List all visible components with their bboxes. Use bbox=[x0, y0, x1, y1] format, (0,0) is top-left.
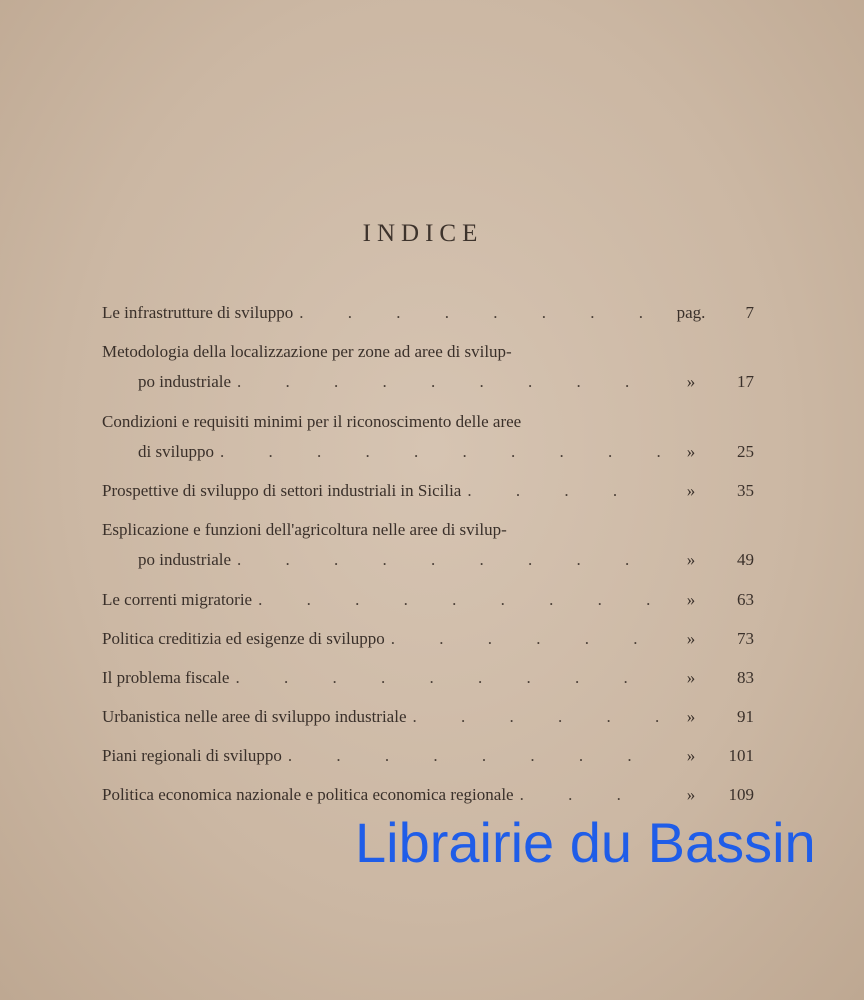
toc-page-number: 17 bbox=[737, 372, 754, 391]
toc-entry-text-continued bbox=[138, 442, 662, 462]
toc-leader-dots bbox=[520, 785, 662, 805]
toc-leader-dots bbox=[288, 746, 662, 766]
toc-entry-title: Esplicazione e funzioni dell'agricoltura nelle aree di svilup- bbox=[102, 520, 507, 539]
toc-entry-title-continued: di sviluppo bbox=[138, 442, 215, 461]
toc-ditto-mark: » bbox=[686, 550, 696, 569]
toc-ditto-mark: » bbox=[686, 442, 696, 461]
toc-entry-title: Le correnti migratorie bbox=[102, 590, 253, 609]
toc-entry-text bbox=[102, 668, 662, 688]
toc-entry-text bbox=[102, 481, 662, 501]
toc-page-number: 63 bbox=[737, 590, 754, 609]
toc-leader-dots bbox=[220, 442, 662, 462]
toc-ditto-mark: » bbox=[686, 590, 696, 609]
toc-leader-dots bbox=[299, 303, 662, 323]
toc-entry-title: Politica creditizia ed esigenze di sviluppo bbox=[102, 629, 385, 648]
toc-entry-title-continued: po industriale bbox=[138, 372, 232, 391]
toc-ditto-mark: » bbox=[686, 372, 696, 391]
toc-page-number: 35 bbox=[737, 481, 754, 500]
toc-entry-text bbox=[102, 746, 662, 766]
page-title: INDICE bbox=[362, 220, 484, 247]
toc-ditto-mark: » bbox=[686, 785, 696, 804]
toc-entry-text bbox=[102, 412, 662, 432]
toc-ditto-mark: » bbox=[686, 746, 696, 765]
toc-leader-dots bbox=[258, 590, 662, 610]
toc-entry-text-continued bbox=[138, 550, 662, 570]
watermark: Librairie du Bassin bbox=[355, 811, 816, 874]
toc-page-prefix: pag. bbox=[676, 303, 706, 322]
toc-leader-dots bbox=[413, 707, 663, 727]
toc-page-number: 109 bbox=[728, 785, 754, 804]
toc-ditto-mark: » bbox=[686, 707, 696, 726]
toc-entry-text bbox=[102, 590, 662, 610]
toc-page-number: 101 bbox=[728, 746, 754, 765]
toc-ditto-mark: » bbox=[686, 481, 696, 500]
toc-leader-dots bbox=[235, 668, 662, 688]
toc-entry-title: Condizioni e requisiti minimi per il riconoscimento delle aree bbox=[102, 412, 522, 431]
toc-page-number: 49 bbox=[737, 550, 754, 569]
toc-page-number: 83 bbox=[737, 668, 754, 687]
toc-page-number: 91 bbox=[737, 707, 754, 726]
toc-entry-text bbox=[102, 629, 662, 649]
toc-entry-title-continued: po industriale bbox=[138, 550, 232, 569]
toc-page-number: 25 bbox=[737, 442, 754, 461]
toc-entry-text bbox=[102, 707, 662, 727]
toc-entry-title: Il problema fiscale bbox=[102, 668, 230, 687]
toc-entry-title: Metodologia della localizzazione per zone ad aree di svilup- bbox=[102, 342, 512, 361]
toc-entry-text-continued bbox=[138, 372, 662, 392]
toc-entry-title: Urbanistica nelle aree di sviluppo industriale bbox=[102, 707, 407, 726]
toc-leader-dots bbox=[467, 481, 662, 501]
toc-leader-dots bbox=[391, 629, 662, 649]
toc-entry-text bbox=[102, 785, 662, 805]
toc-page-number: 73 bbox=[737, 629, 754, 648]
toc-entry-title: Politica economica nazionale e politica economica regionale bbox=[102, 785, 514, 804]
toc-entry-text bbox=[102, 303, 662, 323]
toc-page-number: 7 bbox=[745, 303, 754, 322]
toc-ditto-mark: » bbox=[686, 629, 696, 648]
toc-entry-title: Le infrastrutture di sviluppo bbox=[102, 303, 294, 322]
toc-leader-dots bbox=[237, 372, 662, 392]
toc-ditto-mark: » bbox=[686, 668, 696, 687]
toc-leader-dots bbox=[237, 550, 662, 570]
toc-entry-title: Piani regionali di sviluppo bbox=[102, 746, 282, 765]
toc-entry-text bbox=[102, 520, 662, 540]
toc-entry-title: Prospettive di sviluppo di settori industriali in Sicilia bbox=[102, 481, 462, 500]
toc-entry-text bbox=[102, 342, 662, 362]
